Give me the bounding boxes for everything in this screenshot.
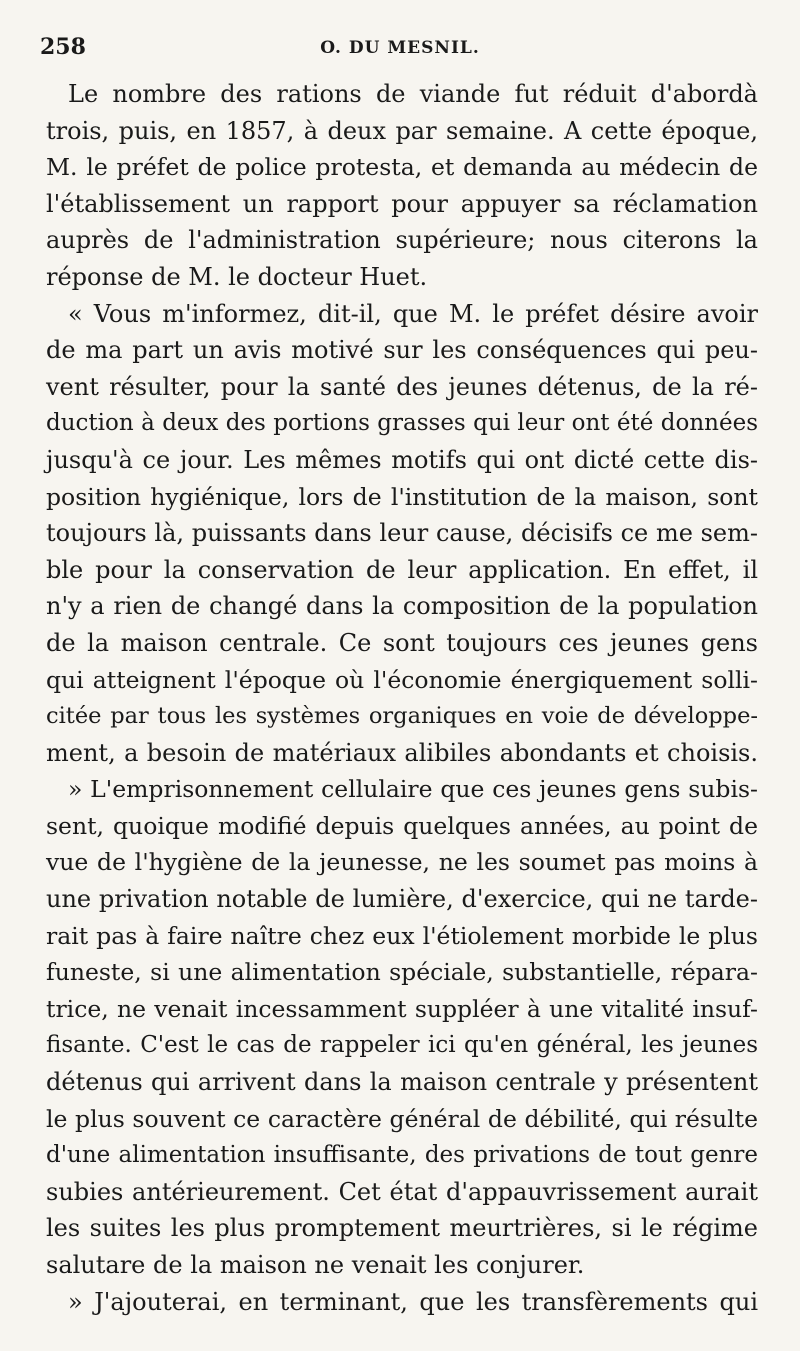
text-line: « Vous m'informez, dit-il, que M. le préfet désire avoir — [68, 299, 758, 328]
page-number: 258 — [40, 34, 86, 60]
body-text — [46, 76, 758, 1320]
text-line: Le nombre des rations de viande fut réduit d'abordà — [68, 80, 758, 108]
text-line: trice, ne venait incessamment suppléer à une vitalité insuf- — [46, 994, 758, 1023]
text-line: réponse de M. le docteur Huet. — [46, 262, 428, 291]
text-line: » J'ajouterai, en terminant, que les transfèrements qui — [68, 1287, 758, 1316]
text-line: de ma part un avis motivé sur les conséquences qui peu- — [46, 336, 758, 365]
text-line: une privation notable de lumière, d'exercice, qui ne tarde- — [46, 885, 758, 914]
text-line: de la maison centrale. Ce sont toujours ces jeunes gens — [46, 628, 758, 657]
text-line: qui atteignent l'époque où l'économie énergiquement solli- — [46, 665, 758, 694]
text-line: auprès de l'administration supérieure; nous citerons la — [46, 226, 758, 255]
text-line: trois, puis, en 1857, à deux par semaine. A cette époque, — [46, 116, 758, 145]
text-line: ble pour la conservation de leur application. En effet, il — [46, 555, 758, 584]
page-header — [40, 34, 760, 66]
text-line: » L'emprisonnement cellulaire que ces jeunes gens subis- — [68, 775, 758, 804]
text-line: subies antérieurement. Cet état d'appauvrissement aurait — [46, 1177, 758, 1206]
text-line: ment, a besoin de matériaux alibiles abondants et choisis. — [46, 738, 758, 767]
text-line: citée par tous les systèmes organiques en voie de développe- — [46, 703, 758, 730]
text-line: jusqu'à ce jour. Les mêmes motifs qui ont dicté cette dis- — [46, 445, 758, 474]
text-line: les suites les plus promptement meurtrières, si le régime — [46, 1214, 758, 1243]
text-line: l'établissement un rapport pour appuyer sa réclamation — [46, 189, 758, 218]
text-line: d'une alimentation insuffisante, des privations de tout genre — [46, 1142, 758, 1169]
text-line: n'y a rien de changé dans la composition de la population — [46, 592, 758, 621]
text-line: duction à deux des portions grasses qui leur ont été données — [46, 410, 758, 437]
text-line: sent, quoique modifié depuis quelques années, au point de — [46, 811, 758, 840]
text-line: toujours là, puissants dans leur cause, décisifs ce me sem- — [46, 519, 758, 548]
text-line: vent résulter, pour la santé des jeunes détenus, de la ré- — [46, 372, 758, 401]
text-line: rait pas à faire naître chez eux l'étiolement morbide le plus — [46, 921, 758, 950]
text-line: détenus qui arrivent dans la maison centrale y présentent — [46, 1068, 758, 1097]
text-line: salutare de la maison ne venait les conjurer. — [46, 1251, 585, 1279]
text-line: le plus souvent ce caractère général de débilité, qui résulte — [46, 1104, 758, 1133]
text-line: funeste, si une alimentation spéciale, substantielle, répara- — [46, 958, 758, 987]
text-line: vue de l'hygiène de la jeunesse, ne les soumet pas moins à — [46, 848, 758, 877]
text-line: position hygiénique, lors de l'institution de la maison, sont — [46, 482, 758, 511]
text-line: M. le préfet de police protesta, et demanda au médecin de — [46, 153, 758, 182]
text-line: fisante. C'est le cas de rappeler ici qu'en général, les jeunes — [46, 1032, 758, 1059]
running-head: O. DU MESNIL. — [320, 38, 480, 58]
